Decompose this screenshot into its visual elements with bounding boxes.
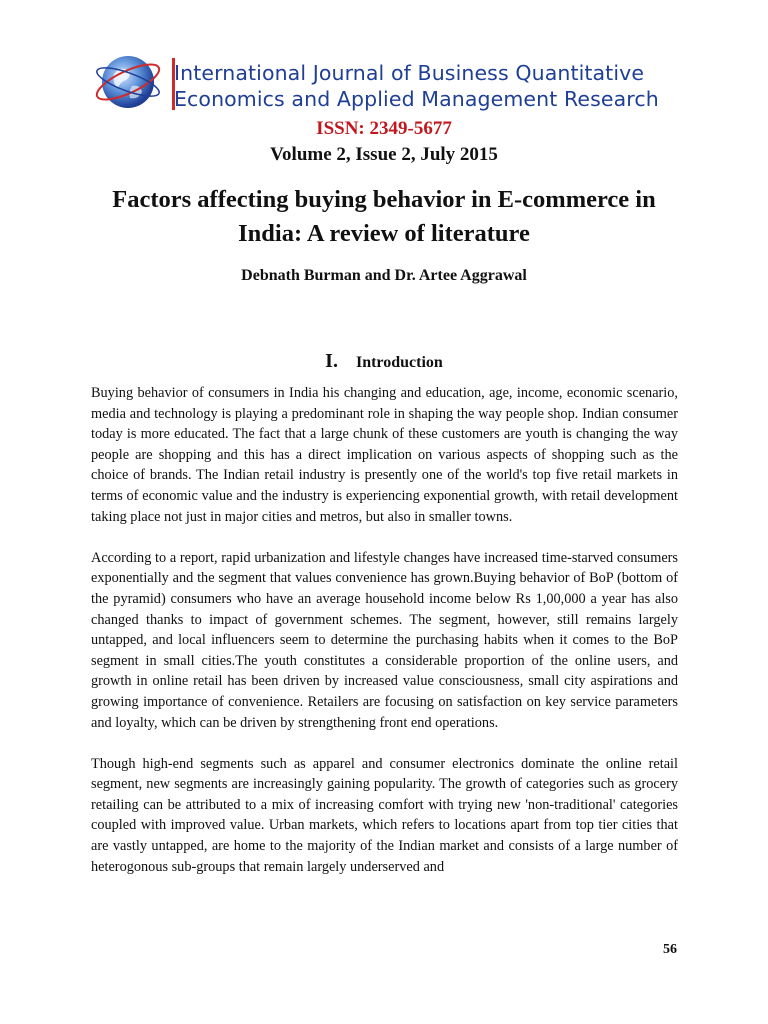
- paragraph: According to a report, rapid urbanization and lifestyle changes have increased time-starved consumers exponentially and the segment that values convenience has grown.Buying behavior of BoP (bottom of the pyramid) consumers who have an average household income below Rs 1,00,000 a year has also changed thanks to impact of government schemes. The segment, however, still remains largely untapped, and local influencers seem to determine the purchasing habits when it comes to the BoP segment in small cities.The youth constitutes a considerable proportion of the online users, and growth in online retail has been driven by increased value consciousness, small city aspirations and growing importance of convenience. Retailers are focusing on satisfaction on key service parameters and loyalty, which can be driven by strengthening front end operations.: [91, 549, 678, 731]
- paper-title-line-1: Factors affecting buying behavior in E-commerce in: [112, 186, 656, 213]
- globe-logo-icon: [92, 46, 164, 118]
- volume-issue: Volume 2, Issue 2, July 2015: [270, 144, 498, 165]
- journal-name-line-1: International Journal of Business Quantitative: [174, 61, 645, 85]
- section-heading: [0, 350, 768, 373]
- journal-name: [174, 60, 694, 112]
- section-title: Introduction: [355, 354, 443, 371]
- issn: ISSN: 2349-5677: [316, 118, 452, 139]
- paragraph: Buying behavior of consumers in India his changing and education, age, income, economic scenario, media and technology is playing a predominant role in shaping the way people shop. Indian consumer today is more educated. The fact that a large chunk of these customers are youth is changing the way people are shopping and this has a direct implication on various aspects of shopping such as the choice of brands. The Indian retail industry is presently one of the world's top five retail markets in terms of economic value and the industry is experiencing exponential growth, with retail development taking place not just in major cities and metros, but also in smaller towns.: [91, 385, 678, 525]
- section-number: I.: [325, 350, 338, 372]
- paper-title: [60, 183, 708, 251]
- journal-name-line-2: Economics and Applied Management Research: [174, 87, 659, 111]
- paper-title-line-2: India: A review of literature: [238, 220, 530, 247]
- paragraph: Though high-end segments such as apparel and consumer electronics dominate the online retail segment, new segments are increasingly gaining popularity. The growth of categories such as grocery retailing can be attributed to a mix of increasing comfort with trying new 'non-traditional' categories coupled with improved value. Urban markets, which refers to locations apart from top tier cities that are vastly untapped, are home to the majority of the Indian market and consists of a large number of heterogonous sub-groups that remain largely underserved and: [91, 755, 678, 875]
- page-number: 56: [663, 942, 677, 957]
- body-text: [91, 383, 678, 898]
- journal-masthead: [92, 46, 692, 118]
- paper-authors: Debnath Burman and Dr. Artee Aggrawal: [241, 267, 527, 284]
